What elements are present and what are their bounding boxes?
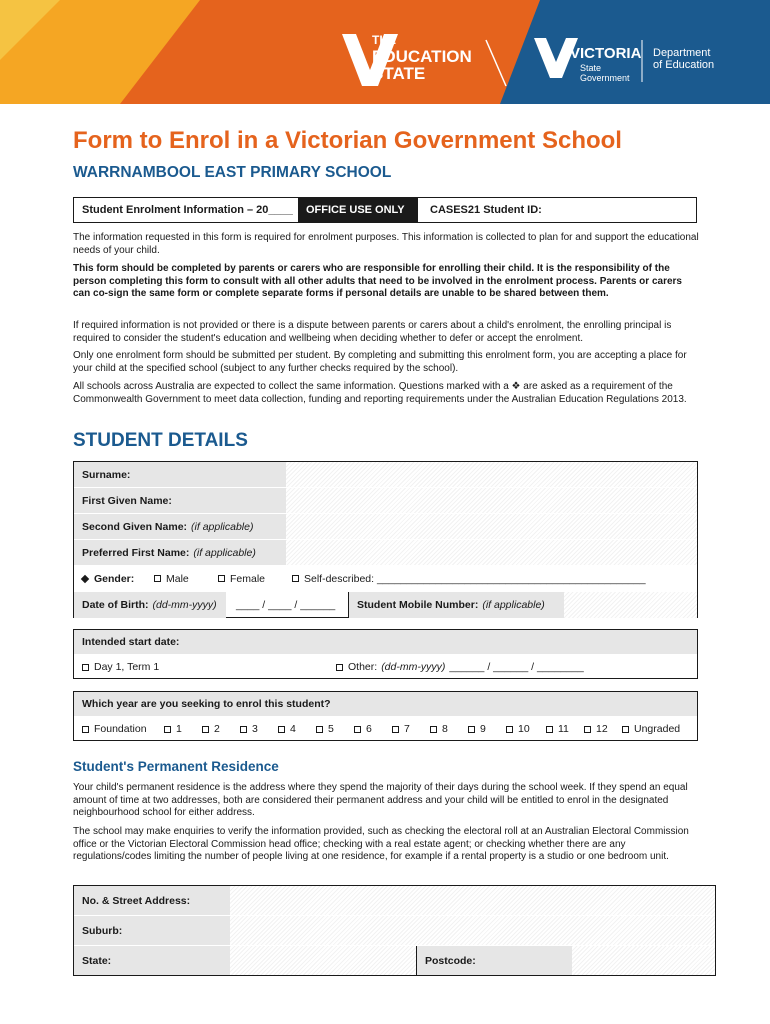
checkbox-icon[interactable]	[336, 664, 343, 671]
year-option-foundation[interactable]: Foundation	[82, 717, 147, 741]
cases21-student-id[interactable]: CASES21 Student ID:	[430, 204, 542, 216]
year-option-10[interactable]: 10	[506, 717, 530, 741]
checkbox-icon[interactable]	[82, 726, 89, 733]
gender-male-option[interactable]: Male	[154, 566, 189, 591]
intro-paragraph-5: All schools across Australia are expected to collect the same information. Questions marked with a ❖ are asked as a requirement of the Commonwealth Government to meet data collection, funding and reporting requirements under the Australian Education Regulations 2013.	[73, 381, 687, 405]
office-use-only-label: OFFICE USE ONLY	[298, 198, 418, 222]
checkbox-icon[interactable]	[240, 726, 247, 733]
year-option-1[interactable]: 1	[164, 717, 182, 741]
suburb-label: Suburb:	[82, 924, 123, 937]
checkbox-icon[interactable]	[164, 726, 171, 733]
year-option-12[interactable]: 12	[584, 717, 608, 741]
start-date-label: Intended start date:	[82, 636, 180, 648]
first-given-input[interactable]	[286, 488, 697, 513]
second-given-input[interactable]	[286, 514, 697, 539]
start-day1-option[interactable]: Day 1, Term 1	[82, 655, 159, 679]
checkbox-icon[interactable]	[278, 726, 285, 733]
start-other-option[interactable]: Other: (dd-mm-yyyy) ______ / ______ / ________	[336, 655, 584, 679]
residence-heading: Student's Permanent Residence	[73, 759, 279, 774]
checkbox-icon[interactable]	[506, 726, 513, 733]
residence-paragraph-2: The school may make enquiries to verify the information provided, such as checking the electoral roll at an Australian Electoral Commission office or the Victorian Electoral Commission head office; checking with a real estate agent; or checking whether there are any regulations/codes limiting the number of people living at one residence, for example if a rental property is a studio or one bedroom unit.	[73, 826, 689, 862]
checkbox-icon[interactable]	[154, 575, 161, 582]
student-details-heading: STUDENT DETAILS	[73, 430, 248, 451]
gender-female-option[interactable]: Female	[218, 566, 265, 591]
residence-paragraph-1: Your child's permanent residence is the address where they spend the majority of their days during the school week. If they spend an equal amount of time at two addresses, both are considered their permanent address and your child will be entitled to enrol in the designated neighbourhood school for either address.	[73, 782, 688, 818]
state-input[interactable]	[230, 946, 416, 975]
checkbox-icon[interactable]	[392, 726, 399, 733]
gender-self-described-option[interactable]: Self-described: ______________________________________________	[292, 566, 646, 591]
year-option-7[interactable]: 7	[392, 717, 410, 741]
checkbox-icon[interactable]	[202, 726, 209, 733]
year-level-box	[73, 691, 698, 741]
student-enrolment-info[interactable]: Student Enrolment Information – 20____	[82, 204, 293, 216]
postcode-label: Postcode:	[425, 954, 476, 967]
year-level-label: Which year are you seeking to enrol this student?	[82, 698, 331, 710]
preferred-name-note: (if applicable)	[193, 546, 256, 559]
mobile-note: (if applicable)	[482, 599, 545, 611]
dob-note: (dd-mm-yyyy)	[152, 599, 217, 611]
checkbox-icon[interactable]	[82, 664, 89, 671]
year-option-8[interactable]: 8	[430, 717, 448, 741]
start-other-date-input[interactable]: ______ / ______ / ________	[449, 661, 584, 673]
checkbox-icon[interactable]	[218, 575, 225, 582]
year-option-9[interactable]: 9	[468, 717, 486, 741]
checkbox-icon[interactable]	[316, 726, 323, 733]
gender-label: Gender:	[94, 572, 135, 585]
checkbox-icon[interactable]	[584, 726, 591, 733]
mobile-input[interactable]	[564, 592, 697, 618]
intro-paragraph-4: Only one enrolment form should be submitted per student. By completing and submitting this enrolment form, you are accepting a place for your child at the specified school (subject to any further checks required by the school).	[73, 350, 687, 374]
school-name: WARRNAMBOOL EAST PRIMARY SCHOOL	[73, 164, 392, 181]
student-details-box	[73, 461, 698, 618]
page-title: Form to Enrol in a Victorian Government School	[73, 127, 622, 154]
year-option-2[interactable]: 2	[202, 717, 220, 741]
surname-label: Surname:	[82, 468, 131, 481]
state-label: State:	[82, 954, 112, 967]
year-option-4[interactable]: 4	[278, 717, 296, 741]
checkbox-icon[interactable]	[546, 726, 553, 733]
brand-line3: STATE	[372, 64, 426, 83]
suburb-input[interactable]	[230, 916, 715, 945]
checkbox-icon[interactable]	[430, 726, 437, 733]
dob-row	[74, 592, 697, 618]
start-date-box	[73, 629, 698, 679]
first-given-row	[74, 488, 697, 514]
gender-row	[74, 566, 697, 592]
surname-input[interactable]	[286, 462, 697, 487]
dob-input[interactable]: ____ / ____ / ______	[236, 599, 336, 611]
address-box	[73, 885, 716, 976]
preferred-name-label: Preferred First Name:	[82, 546, 190, 559]
checkbox-icon[interactable]	[292, 575, 299, 582]
second-given-note: (if applicable)	[191, 520, 254, 533]
suburb-row	[74, 916, 715, 946]
year-option-6[interactable]: 6	[354, 717, 372, 741]
year-option-ungraded[interactable]: Ungraded	[622, 717, 680, 741]
brand-line1: THE	[372, 33, 396, 47]
intro-paragraph-1: The information requested in this form is required for enrolment purposes. This information is collected to plan for and support the educational needs of your child.	[73, 232, 699, 256]
state-postcode-row	[74, 946, 715, 975]
intro-paragraph-2: This form should be completed by parents or carers who are responsible for enrolling their child. It is the responsibility of the person completing this form to consult with all other adults that need to be involved in the enrolment process. Parents or carers can co-sign the same form or complete separate forms if personal details are unable to be shared between them.	[73, 263, 682, 299]
second-given-label: Second Given Name:	[82, 520, 188, 533]
first-given-label: First Given Name:	[82, 494, 172, 507]
year-option-5[interactable]: 5	[316, 717, 334, 741]
year-option-11[interactable]: 11	[546, 717, 569, 741]
state-line1: State	[580, 63, 602, 73]
surname-row	[74, 462, 697, 488]
year-option-3[interactable]: 3	[240, 717, 258, 741]
victoria-text: VICTORIA	[570, 45, 642, 62]
postcode-input[interactable]	[572, 946, 715, 975]
header-banner	[0, 0, 770, 104]
mobile-label: Student Mobile Number:	[357, 599, 479, 611]
commonwealth-diamond-icon	[81, 574, 89, 582]
enrolment-info-bar	[73, 197, 697, 223]
intro-paragraph-3: If required information is not provided or there is a dispute between parents or carers about a child's enrolment, the enrolling principal is required to consider the student's education and wellbeing when deciding whether to defer or accept the enrolment.	[73, 320, 672, 344]
dob-label: Date of Birth:	[82, 599, 149, 611]
street-label: No. & Street Address:	[82, 894, 191, 907]
street-row	[74, 886, 715, 916]
street-input[interactable]	[230, 886, 715, 915]
checkbox-icon[interactable]	[354, 726, 361, 733]
state-line2: Government	[580, 73, 630, 83]
second-given-row	[74, 514, 697, 540]
brand-line2: EDUCATION	[372, 47, 472, 66]
checkbox-icon[interactable]	[622, 726, 629, 733]
dept-line1: Department	[653, 47, 711, 59]
preferred-name-input[interactable]	[286, 540, 697, 565]
preferred-name-row	[74, 540, 697, 566]
checkbox-icon[interactable]	[468, 726, 475, 733]
dept-line2: of Education	[653, 59, 715, 71]
